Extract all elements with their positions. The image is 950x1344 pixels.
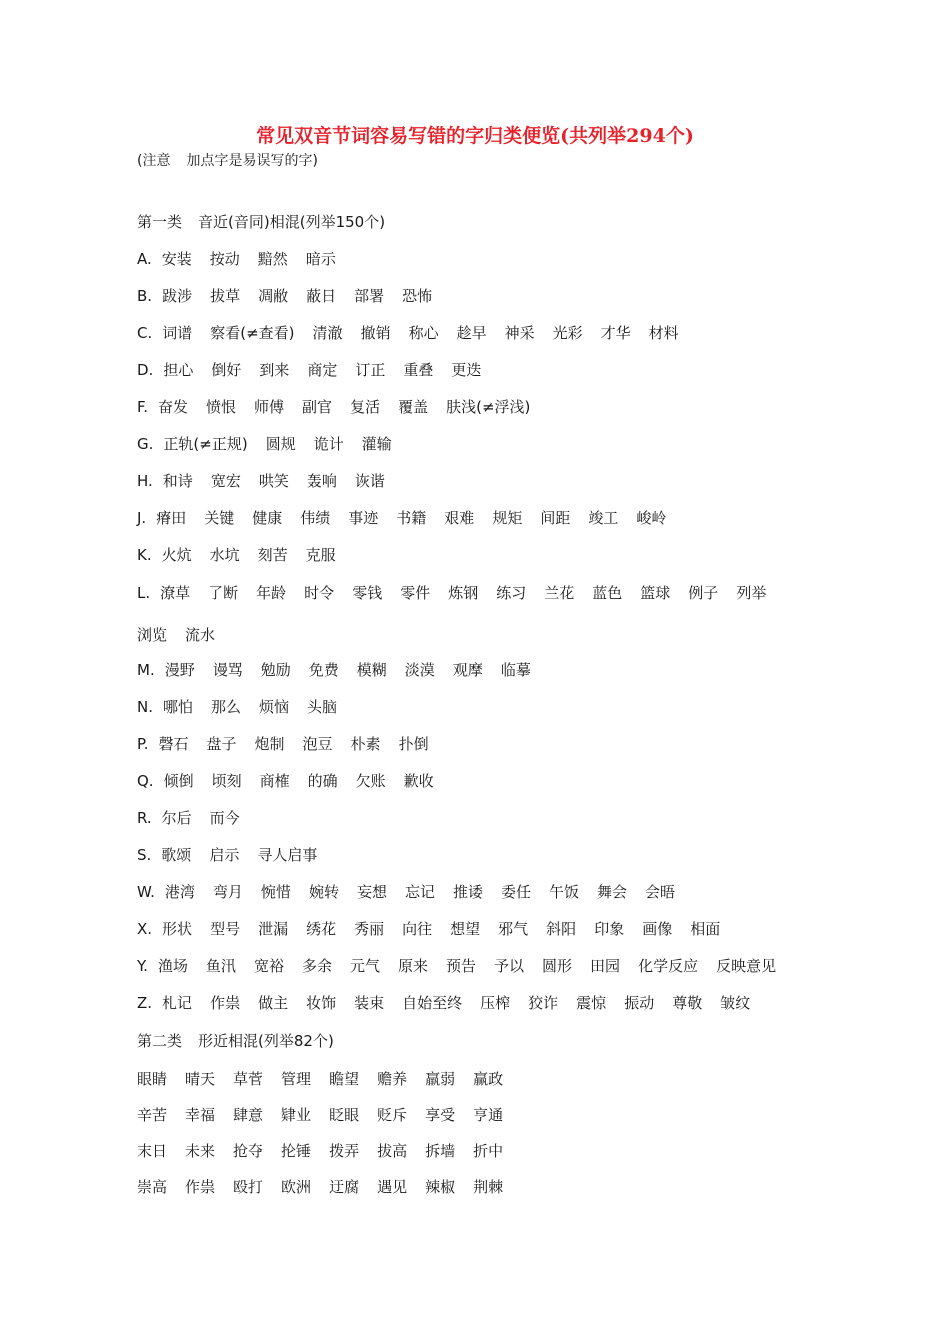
word-item: 列举 bbox=[736, 584, 767, 602]
word-item: 推诿 bbox=[452, 883, 483, 901]
group-letter: W. bbox=[137, 883, 155, 901]
word-item: 而今 bbox=[209, 809, 240, 827]
group-letter: X. bbox=[137, 920, 153, 938]
word-group-line bbox=[137, 955, 794, 977]
word-item: 倾倒 bbox=[163, 772, 194, 790]
word-item: 哄笑 bbox=[258, 472, 289, 490]
note-line bbox=[137, 150, 318, 172]
word-item: 撤销 bbox=[360, 324, 391, 342]
word-item: 凋敝 bbox=[258, 287, 289, 305]
word-item: 刻苦 bbox=[257, 546, 288, 564]
word-item: 相面 bbox=[690, 920, 721, 938]
word-item: 作祟 bbox=[210, 994, 241, 1012]
word-item: 跋涉 bbox=[162, 287, 193, 305]
word-item: 赢政 bbox=[473, 1070, 504, 1088]
word-item: 狡诈 bbox=[528, 994, 559, 1012]
word-item: 年龄 bbox=[256, 584, 287, 602]
group-letter: F. bbox=[137, 398, 148, 416]
word-item: 亨通 bbox=[473, 1106, 504, 1124]
word-item: 磬石 bbox=[158, 735, 189, 753]
word-item: 更迭 bbox=[451, 361, 482, 379]
word-item: 委任 bbox=[501, 883, 532, 901]
word-group-line bbox=[137, 733, 447, 755]
word-item: 到来 bbox=[259, 361, 290, 379]
group-letter: Z. bbox=[137, 994, 153, 1012]
word-item: 担心 bbox=[163, 361, 194, 379]
word-item: 启示 bbox=[209, 846, 240, 864]
word-item: 宽宏 bbox=[210, 472, 241, 490]
word-item: 漫野 bbox=[164, 661, 195, 679]
word-item: 惋惜 bbox=[260, 883, 291, 901]
word-item: 泄漏 bbox=[258, 920, 289, 938]
word-item: 倒好 bbox=[211, 361, 242, 379]
word-item: 愤恨 bbox=[206, 398, 237, 416]
word-item: 健康 bbox=[252, 509, 283, 527]
word-item: 忘记 bbox=[404, 883, 435, 901]
word-item: 原来 bbox=[397, 957, 428, 975]
word-item: 遇见 bbox=[377, 1178, 408, 1196]
category-2-name: 第二类 bbox=[137, 1032, 183, 1050]
word-item: 作祟 bbox=[185, 1178, 216, 1196]
group-letter: D. bbox=[137, 361, 154, 379]
word-item: 关键 bbox=[204, 509, 235, 527]
word-item: 和诗 bbox=[162, 472, 193, 490]
word-item: 诙谐 bbox=[354, 472, 385, 490]
word-group-line bbox=[137, 881, 693, 903]
word-item: 艰难 bbox=[444, 509, 475, 527]
word-item: 享受 bbox=[425, 1106, 456, 1124]
group-letter: R. bbox=[137, 809, 152, 827]
word-item: 形状 bbox=[162, 920, 193, 938]
word-item: 寻人启事 bbox=[257, 846, 318, 864]
word-item: 幸福 bbox=[185, 1106, 216, 1124]
word-item: 兰花 bbox=[544, 584, 575, 602]
group-letter: M. bbox=[137, 661, 155, 679]
category-2-desc: 形近相混(列举82个) bbox=[198, 1032, 334, 1050]
group-letter: A. bbox=[137, 250, 152, 268]
word-item: 灌输 bbox=[361, 435, 392, 453]
word-item: 按动 bbox=[209, 250, 240, 268]
group-letter: S. bbox=[137, 846, 152, 864]
word-item: 圆形 bbox=[542, 957, 573, 975]
word-item: 书籍 bbox=[396, 509, 427, 527]
word-item: 拆墙 bbox=[425, 1142, 456, 1160]
word-group-line bbox=[137, 582, 784, 604]
word-item: 崇高 bbox=[137, 1178, 168, 1196]
word-item: 会晤 bbox=[645, 883, 676, 901]
word-item: 予以 bbox=[494, 957, 525, 975]
word-item: 篮球 bbox=[640, 584, 671, 602]
word-item: 皱纹 bbox=[720, 994, 751, 1012]
category-1-desc: 音近(音同)相混(列举150个) bbox=[198, 213, 386, 231]
word-item: 瘠田 bbox=[156, 509, 187, 527]
word-group-line bbox=[137, 1104, 521, 1126]
word-group-line bbox=[137, 322, 697, 344]
word-item: 欠账 bbox=[355, 772, 386, 790]
group-letter: G. bbox=[137, 435, 154, 453]
word-item: 黯然 bbox=[257, 250, 288, 268]
word-item: 正轨(≠正规) bbox=[163, 435, 248, 453]
word-item: 的确 bbox=[307, 772, 338, 790]
word-item: 尊敬 bbox=[672, 994, 703, 1012]
word-item: 安装 bbox=[161, 250, 192, 268]
word-item: 了断 bbox=[208, 584, 239, 602]
group-letter: H. bbox=[137, 472, 153, 490]
word-item: 拨弄 bbox=[329, 1142, 360, 1160]
word-item: 哪怕 bbox=[163, 698, 194, 716]
word-item: 重叠 bbox=[403, 361, 434, 379]
word-item: 型号 bbox=[210, 920, 241, 938]
word-item: 覆盖 bbox=[398, 398, 429, 416]
word-item: 反映意见 bbox=[716, 957, 777, 975]
group-letter: P. bbox=[137, 735, 149, 753]
word-group-line bbox=[137, 1068, 521, 1090]
word-item: 光彩 bbox=[552, 324, 583, 342]
word-item: 瞻望 bbox=[329, 1070, 360, 1088]
word-item: 眨眼 bbox=[329, 1106, 360, 1124]
word-item: 草菅 bbox=[233, 1070, 264, 1088]
word-group-line bbox=[137, 544, 354, 566]
word-group-line bbox=[137, 807, 258, 829]
word-item: 炮制 bbox=[254, 735, 285, 753]
word-item: 炼钢 bbox=[448, 584, 479, 602]
word-item: 欧洲 bbox=[281, 1178, 312, 1196]
group-letter: K. bbox=[137, 546, 152, 564]
word-item: 潦草 bbox=[160, 584, 191, 602]
word-item: 做主 bbox=[258, 994, 289, 1012]
group-letter: Q. bbox=[137, 772, 154, 790]
word-group-line bbox=[137, 770, 452, 792]
word-group-line bbox=[137, 624, 233, 646]
word-item: 拔高 bbox=[377, 1142, 408, 1160]
word-item: 拔草 bbox=[210, 287, 241, 305]
word-item: 印象 bbox=[594, 920, 625, 938]
word-item: 震惊 bbox=[576, 994, 607, 1012]
word-item: 峻岭 bbox=[636, 509, 667, 527]
word-group-line bbox=[137, 1176, 521, 1198]
word-group-line bbox=[137, 359, 499, 381]
word-item: 鱼汛 bbox=[205, 957, 236, 975]
word-item: 尔后 bbox=[161, 809, 192, 827]
word-item: 画像 bbox=[642, 920, 673, 938]
word-item: 头脑 bbox=[307, 698, 338, 716]
word-item: 那么 bbox=[211, 698, 242, 716]
word-item: 零件 bbox=[400, 584, 431, 602]
word-item: 朴素 bbox=[350, 735, 381, 753]
word-item: 婉转 bbox=[308, 883, 339, 901]
word-item: 师傅 bbox=[254, 398, 285, 416]
word-item: 肆意 bbox=[233, 1106, 264, 1124]
word-item: 时令 bbox=[304, 584, 335, 602]
group-letter: B. bbox=[137, 287, 153, 305]
word-item: 港湾 bbox=[164, 883, 195, 901]
note-right: 加点字是易误写的字) bbox=[186, 153, 318, 169]
word-item: 妄想 bbox=[356, 883, 387, 901]
word-group-line bbox=[137, 433, 410, 455]
word-item: 奋发 bbox=[158, 398, 189, 416]
word-item: 轰响 bbox=[306, 472, 337, 490]
word-item: 事迹 bbox=[348, 509, 379, 527]
word-item: 淡漠 bbox=[404, 661, 435, 679]
word-item: 晴天 bbox=[185, 1070, 216, 1088]
word-item: 羸弱 bbox=[425, 1070, 456, 1088]
word-item: 舞会 bbox=[597, 883, 628, 901]
word-group-line bbox=[137, 696, 355, 718]
word-item: 商榷 bbox=[259, 772, 290, 790]
word-item: 歌颂 bbox=[161, 846, 192, 864]
word-item: 副官 bbox=[302, 398, 333, 416]
word-item: 未来 bbox=[185, 1142, 216, 1160]
word-item: 肤浅(≠浮浅) bbox=[446, 398, 531, 416]
word-item: 水坑 bbox=[209, 546, 240, 564]
word-item: 临摹 bbox=[500, 661, 531, 679]
category-2-heading bbox=[137, 1030, 334, 1052]
note-left: (注意 bbox=[137, 153, 171, 169]
word-item: 自始至终 bbox=[402, 994, 463, 1012]
word-group-line bbox=[137, 507, 684, 529]
word-item: 压榨 bbox=[480, 994, 511, 1012]
word-item: 渔场 bbox=[157, 957, 188, 975]
word-item: 火炕 bbox=[161, 546, 192, 564]
word-item: 肄业 bbox=[281, 1106, 312, 1124]
word-group-line bbox=[137, 844, 335, 866]
word-item: 抡锤 bbox=[281, 1142, 312, 1160]
word-item: 扑倒 bbox=[398, 735, 429, 753]
word-item: 谩骂 bbox=[212, 661, 243, 679]
group-letter: C. bbox=[137, 324, 153, 342]
word-item: 抢夺 bbox=[233, 1142, 264, 1160]
word-item: 浏览 bbox=[137, 626, 168, 644]
word-item: 察看(≠查看) bbox=[210, 324, 295, 342]
word-item: 元气 bbox=[349, 957, 380, 975]
word-item: 模糊 bbox=[356, 661, 387, 679]
word-item: 免费 bbox=[308, 661, 339, 679]
word-item: 练习 bbox=[496, 584, 527, 602]
word-group-line bbox=[137, 659, 549, 681]
word-item: 清澈 bbox=[312, 324, 343, 342]
word-group-line bbox=[137, 918, 738, 940]
word-item: 辛苦 bbox=[137, 1106, 168, 1124]
word-item: 绣花 bbox=[306, 920, 337, 938]
word-group-line bbox=[137, 248, 354, 270]
word-item: 烦恼 bbox=[259, 698, 290, 716]
word-item: 札记 bbox=[162, 994, 193, 1012]
word-item: 振动 bbox=[624, 994, 655, 1012]
word-item: 折中 bbox=[473, 1142, 504, 1160]
word-item: 向往 bbox=[402, 920, 433, 938]
word-group-line bbox=[137, 1140, 521, 1162]
word-item: 邪气 bbox=[498, 920, 529, 938]
word-item: 间距 bbox=[540, 509, 571, 527]
word-item: 妆饰 bbox=[306, 994, 337, 1012]
word-item: 诡计 bbox=[313, 435, 344, 453]
group-letter: J. bbox=[137, 509, 147, 527]
word-item: 趁早 bbox=[456, 324, 487, 342]
word-item: 管理 bbox=[281, 1070, 312, 1088]
word-item: 暗示 bbox=[305, 250, 336, 268]
word-item: 辣椒 bbox=[425, 1178, 456, 1196]
word-item: 神采 bbox=[504, 324, 535, 342]
word-item: 蓝色 bbox=[592, 584, 623, 602]
category-1-heading bbox=[137, 211, 385, 233]
word-item: 盘子 bbox=[206, 735, 237, 753]
word-item: 勉励 bbox=[260, 661, 291, 679]
word-group-line bbox=[137, 396, 548, 418]
word-item: 田园 bbox=[590, 957, 621, 975]
word-item: 例子 bbox=[688, 584, 719, 602]
word-item: 弯月 bbox=[212, 883, 243, 901]
word-item: 荆棘 bbox=[473, 1178, 504, 1196]
word-item: 化学反应 bbox=[638, 957, 699, 975]
word-item: 顷刻 bbox=[211, 772, 242, 790]
word-item: 泡豆 bbox=[302, 735, 333, 753]
word-group-line bbox=[137, 992, 768, 1014]
word-item: 称心 bbox=[408, 324, 439, 342]
word-item: 材料 bbox=[648, 324, 679, 342]
word-group-line bbox=[137, 285, 450, 307]
word-item: 零钱 bbox=[352, 584, 383, 602]
word-item: 想望 bbox=[450, 920, 481, 938]
word-item: 蔽日 bbox=[306, 287, 337, 305]
word-item: 预告 bbox=[446, 957, 477, 975]
word-item: 午饭 bbox=[549, 883, 580, 901]
word-item: 伟绩 bbox=[300, 509, 331, 527]
word-item: 规矩 bbox=[492, 509, 523, 527]
word-item: 圆规 bbox=[265, 435, 296, 453]
word-item: 眼睛 bbox=[137, 1070, 168, 1088]
word-item: 多余 bbox=[301, 957, 332, 975]
word-item: 装束 bbox=[354, 994, 385, 1012]
word-item: 迂腐 bbox=[329, 1178, 360, 1196]
word-item: 歉收 bbox=[403, 772, 434, 790]
word-item: 末日 bbox=[137, 1142, 168, 1160]
word-item: 订正 bbox=[355, 361, 386, 379]
word-item: 竣工 bbox=[588, 509, 619, 527]
word-item: 恐怖 bbox=[402, 287, 433, 305]
word-item: 贬斥 bbox=[377, 1106, 408, 1124]
group-letter: L. bbox=[137, 584, 151, 602]
group-letter: Y. bbox=[137, 957, 148, 975]
word-item: 宽裕 bbox=[253, 957, 284, 975]
word-item: 流水 bbox=[185, 626, 216, 644]
word-group-line bbox=[137, 470, 403, 492]
word-item: 观摩 bbox=[452, 661, 483, 679]
word-item: 复活 bbox=[350, 398, 381, 416]
word-item: 殴打 bbox=[233, 1178, 264, 1196]
word-item: 商定 bbox=[307, 361, 338, 379]
document-title: 常见双音节词容易写错的字归类便览(共列举294个) bbox=[256, 125, 694, 147]
word-item: 部署 bbox=[354, 287, 385, 305]
word-item: 才华 bbox=[600, 324, 631, 342]
word-item: 斜阳 bbox=[546, 920, 577, 938]
word-item: 克服 bbox=[305, 546, 336, 564]
word-item: 秀丽 bbox=[354, 920, 385, 938]
word-item: 词谱 bbox=[162, 324, 193, 342]
word-item: 赡养 bbox=[377, 1070, 408, 1088]
category-1-name: 第一类 bbox=[137, 213, 183, 231]
group-letter: N. bbox=[137, 698, 153, 716]
